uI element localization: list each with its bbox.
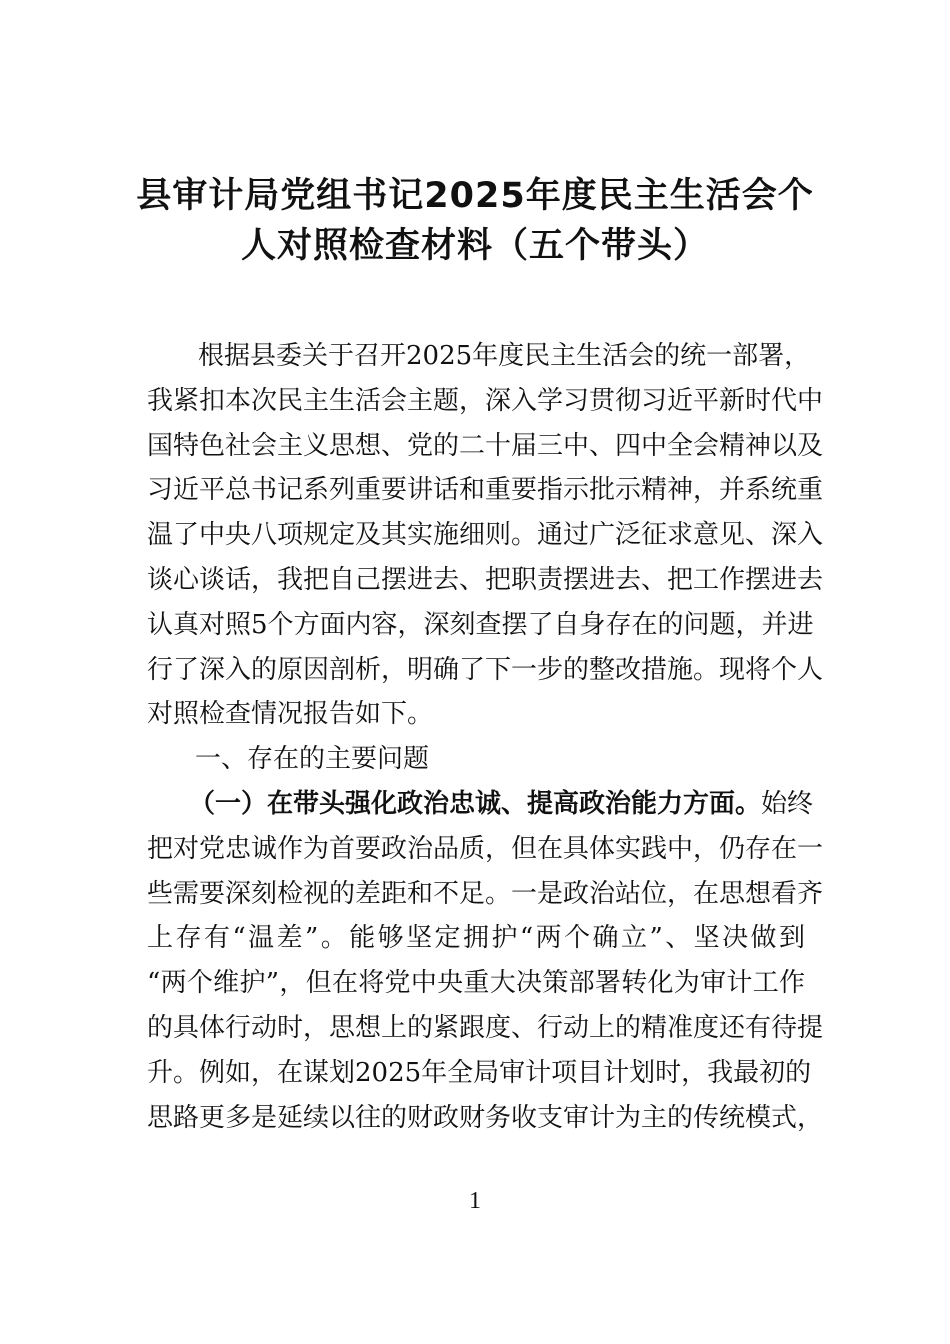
- document-title-line-2: 人对照检查材料（五个带头）: [240, 226, 709, 266]
- section-heading: 一、存在的主要问题: [195, 744, 430, 775]
- subsection-first-line: [147, 782, 814, 827]
- section-line: 思路更多是延续以往的财政财务收支审计为主的传统模式，: [147, 1102, 824, 1133]
- intro-line: 国特色社会主义思想、党的二十届三中、四中全会精神以及: [147, 430, 824, 461]
- intro-line: 行了深入的原因剖析，明确了下一步的整改措施。现将个人: [147, 654, 824, 685]
- document-body: [147, 334, 824, 1140]
- section-line: 把对党忠诚作为首要政治品质，但在具体实践中，仍存在一: [147, 833, 824, 864]
- page-number: 1: [469, 1188, 481, 1214]
- intro-line: 温了中央八项规定及其实施细则。通过广泛征求意见、深入: [147, 520, 824, 551]
- section-line: 的具体行动时，思想上的紧跟度、行动上的精准度还有待提: [147, 1012, 824, 1043]
- subsection-title: （一）在带头强化政治忠诚、提高政治能力方面。: [189, 788, 762, 819]
- intro-line: 认真对照5个方面内容，深刻查摆了自身存在的问题，并进: [147, 609, 814, 640]
- document-title-line-1: 县审计局党组书记2025年度民主生活会个: [136, 176, 814, 216]
- section-line: 升。例如，在谋划2025年全局审计项目计划时，我最初的: [147, 1057, 812, 1088]
- subsection-text: 始终: [761, 788, 814, 819]
- intro-line: 谈心谈话，我把自己摆进去、把职责摆进去、把工作摆进去: [147, 564, 824, 595]
- section-line: 些需要深刻检视的差距和不足。一是政治站位，在思想看齐: [147, 878, 824, 909]
- section-line: “两个维护”，但在将党中央重大决策部署转化为审计工作: [147, 968, 805, 999]
- section-line: 上存有“温差”。能够坚定拥护“两个确立”、坚决做到: [147, 923, 805, 954]
- intro-line: 根据县委关于召开2025年度民主生活会的统一部署，: [198, 341, 811, 371]
- intro-line: 我紧扣本次民主生活会主题，深入学习贯彻习近平新时代中: [147, 385, 824, 416]
- intro-line: 对照检查情况报告如下。: [147, 699, 434, 730]
- intro-line: 习近平总书记系列重要讲话和重要指示批示精神，并系统重: [147, 475, 824, 506]
